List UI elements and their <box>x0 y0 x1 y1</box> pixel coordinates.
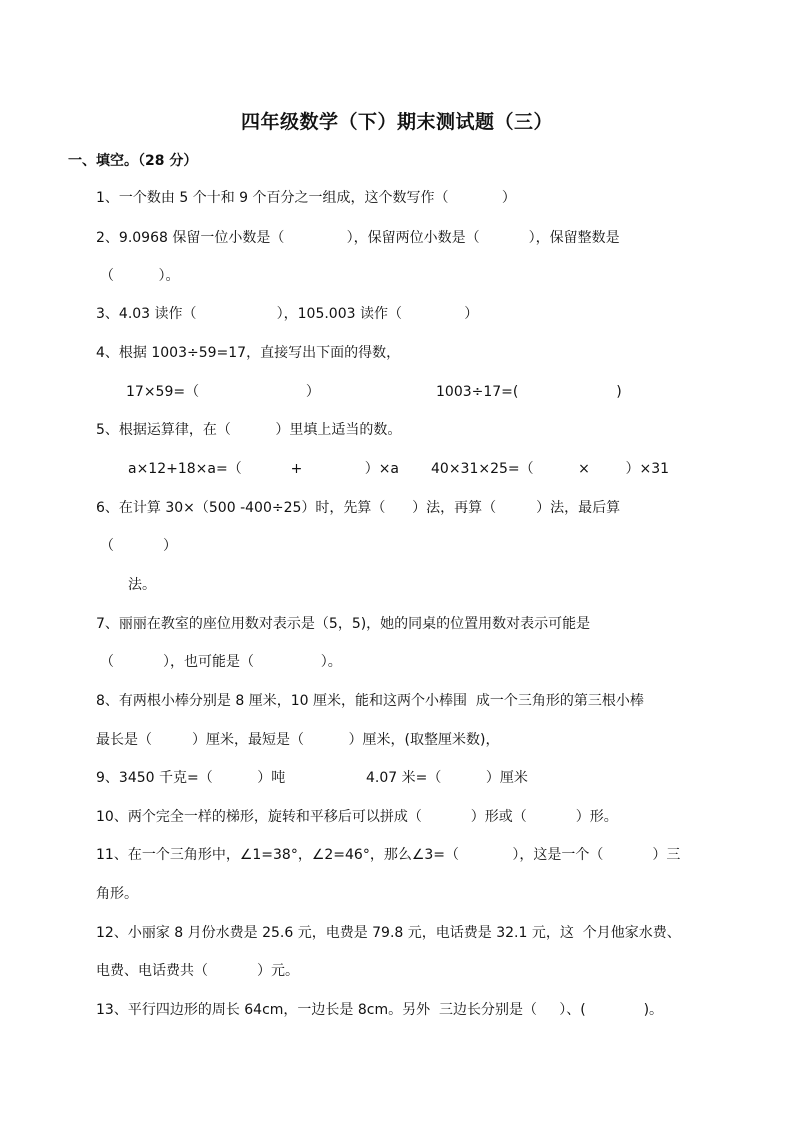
question-5-part-b: 40×31×25=（ × ）×31 <box>431 461 670 477</box>
question-5: 5、根据运算律，在（ ）里填上适当的数。 <box>96 422 402 438</box>
question-2-line-1: 2、9.0968 保留一位小数是（ ），保留两位小数是（ ），保留整数是 <box>96 230 620 246</box>
question-10: 10、两个完全一样的梯形，旋转和平移后可以拼成（ ）形或（ ）形。 <box>96 809 618 825</box>
question-2-line-2: （ ）。 <box>100 268 180 284</box>
page-title: 四年级数学（下）期末测试题（三） <box>240 111 553 133</box>
question-7-line-1: 7、丽丽在教室的座位用数对表示是（5，5)，她的同桌的位置用数对表示可能是 <box>96 616 591 632</box>
question-3: 3、4.03 读作（ ），105.003 读作（ ） <box>96 306 479 322</box>
question-11-line-1: 11、在一个三角形中，∠1=38°，∠2=46°，那么∠3=（ ），这是一个（ ）三 <box>96 847 681 863</box>
question-6-line-1: 6、在计算 30×（500 -400÷25）时，先算（ ）法，再算（ ）法，最后算 <box>96 500 621 516</box>
question-8-line-1: 8、有两根小棒分别是 8 厘米，10 厘米，能和这两个小棒围 成一个三角形的第三根小棒 <box>96 693 644 709</box>
question-6-line-2: （ ） <box>100 538 177 554</box>
question-4: 4、根据 1003÷59=17，直接写出下面的得数， <box>96 345 401 361</box>
section-heading: 一、填空。（28 分） <box>68 153 198 169</box>
question-5-part-a: a×12+18×a=（ + ）×a <box>128 461 400 477</box>
question-12-line-1: 12、小丽家 8 月份水费是 25.6 元，电费是 79.8 元，电话费是 32.1 元，这 个月他家水费、 <box>96 925 681 941</box>
question-1: 1、一个数由 5 个十和 9 个百分之一组成，这个数写作（ ） <box>96 190 516 206</box>
question-9-part-b: 4.07 米=（ ）厘米 <box>366 770 528 786</box>
question-7-line-2: （ ），也可能是（ ）。 <box>100 654 342 670</box>
question-4-part-b: 1003÷17=( ) <box>436 384 622 400</box>
question-13: 13、平行四边形的周长 64cm，一边长是 8cm。另外 三边长分别是（ ）、( )。 <box>96 1002 664 1018</box>
question-9-part-a: 9、3450 千克=（ ）吨 <box>96 770 286 786</box>
question-11-line-2: 角形。 <box>96 886 138 902</box>
question-4-part-a: 17×59=（ ） <box>126 384 320 400</box>
question-12-line-2: 电费、电话费共（ ）元。 <box>96 963 299 979</box>
question-6-line-3: 法。 <box>128 577 156 593</box>
question-8-line-2: 最长是（ ）厘米，最短是（ ）厘米，(取整厘米数)， <box>96 732 500 748</box>
